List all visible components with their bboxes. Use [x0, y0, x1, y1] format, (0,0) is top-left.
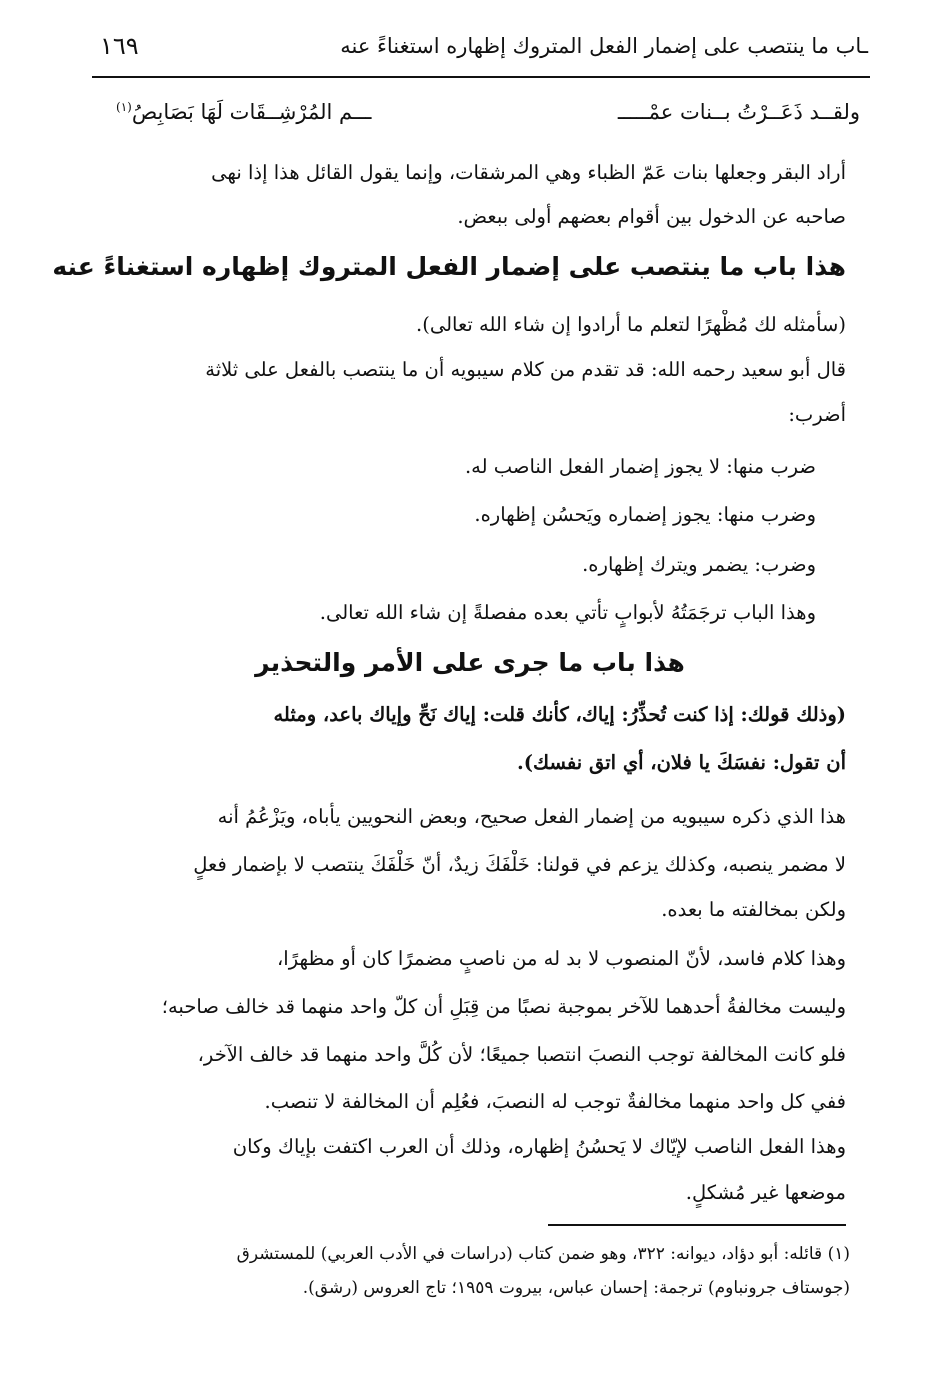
section2-line-5: وليست مخالفةُ أحدهما للآخر بموجبة نصبًا من قِبَلِ أن كلّ واحد منهما قد خالف صاحبه؛: [161, 995, 846, 1018]
quote-line-1: (وذلك قولك: إذا كنت تُحذِّرُ: إياك، كأنك قلت: إياك نَحِّ وإياك باعد، ومثله: [273, 703, 846, 726]
section2-line-1: هذا الذي ذكره سيبويه من إضمار الفعل صحيح، وبعض النحويين يأباه، ويَزْعُمُ أنه: [217, 805, 846, 828]
intro-line-2: صاحبه عن الدخول بين أقوام بعضهم أولى ببعض.: [457, 205, 846, 228]
footnote-marker: (١): [116, 100, 132, 114]
footnote-line-2: (جوستاف جرونباوم) ترجمة: إحسان عباس، بيروت ١٩٥٩؛ تاج العروس (رشق).: [302, 1278, 850, 1298]
verse-second-hemistich: ـــم المُرْشِــقَات لَهَا بَصَابِصُ: [131, 100, 372, 124]
page-number: ١٦٩: [100, 32, 139, 60]
section1-line-3: أضرب:: [788, 403, 846, 426]
section2-line-4: وهذا كلام فاسد، لأنّ المنصوب لا بد له من ناصبٍ مضمرًا كان أو مظهرًا،: [277, 947, 846, 970]
footnote-line-1: (١) قائله: أبو دؤاد، ديوانه: ٣٢٢، وهو ضمن كتاب (دراسات في الأدب العربي) للمستشرق: [236, 1244, 850, 1264]
running-header-title: ـاب ما ينتصب على إضمار الفعل المتروك إظهاره استغناءً عنه: [340, 34, 868, 58]
section1-line-1: (سأمثله لك مُظْهرًا لتعلم ما أرادوا إن شاء الله تعالى).: [416, 313, 846, 336]
section2-line-3: ولكن بمخالفته ما بعده.: [661, 898, 846, 921]
section1-line-7: وهذا الباب ترجَمَتُهُ لأبوابٍ تأتي بعده مفصلةً إن شاء الله تعالى.: [319, 601, 816, 624]
section1-line-5: وضرب منها: يجوز إضماره ويَحسُن إظهاره.: [474, 503, 816, 526]
section-heading-2: هذا باب ما جرى على الأمر والتحذير: [255, 648, 685, 677]
header-divider: [92, 76, 870, 78]
section2-line-9: موضعها غير مُشكلٍ.: [685, 1181, 846, 1204]
section2-line-6: فلو كانت المخالفة توجب النصبَ انتصبا جميعًا؛ لأن كُلَّ واحد منهما قد خالف الآخر،: [197, 1043, 846, 1066]
section2-line-2: لا مضمر ينصبه، وكذلك يزعم في قولنا: خَلْفَكَ زيدٌ، أنّ خَلْفَكَ ينتصب لا بإضمار فعلٍ: [193, 853, 846, 876]
quote-line-2: أن تقول: نفسَكَ يا فلان، أي اتق نفسك).: [517, 751, 846, 774]
footnote-divider: [548, 1224, 846, 1226]
intro-line-1: أراد البقر وجعلها بنات عَمّ الظباء وهي المرشقات، وإنما يقول القائل هذا إذا نهى: [211, 161, 846, 184]
verse-first-hemistich: ولقــد ذَعَــرْتُ بــنات عمْـــــ: [617, 100, 860, 124]
section1-line-2: قال أبو سعيد رحمه الله: قد تقدم من كلام سيبويه أن ما ينتصب بالفعل على ثلاثة: [205, 358, 846, 381]
poetry-verse: [116, 100, 860, 136]
section2-line-8: وهذا الفعل الناصب لإيّاك لا يَحسُنُ إظهاره، وذلك أن العرب اكتفت بإياك وكان: [232, 1135, 846, 1158]
section1-line-4: ضرب منها: لا يجوز إضمار الفعل الناصب له.: [464, 455, 816, 478]
section1-line-6: وضرب: يضمر ويترك إظهاره.: [582, 553, 816, 576]
section-heading-1: هذا باب ما ينتصب على إضمار الفعل المتروك إظهاره استغناءً عنه: [52, 252, 846, 281]
section2-line-7: ففي كل واحد منهما مخالفةٌ توجب له النصبَ، فعُلِم أن المخالفة لا تنصب.: [264, 1090, 846, 1113]
verse-second-hemistich-wrap: [116, 100, 371, 124]
